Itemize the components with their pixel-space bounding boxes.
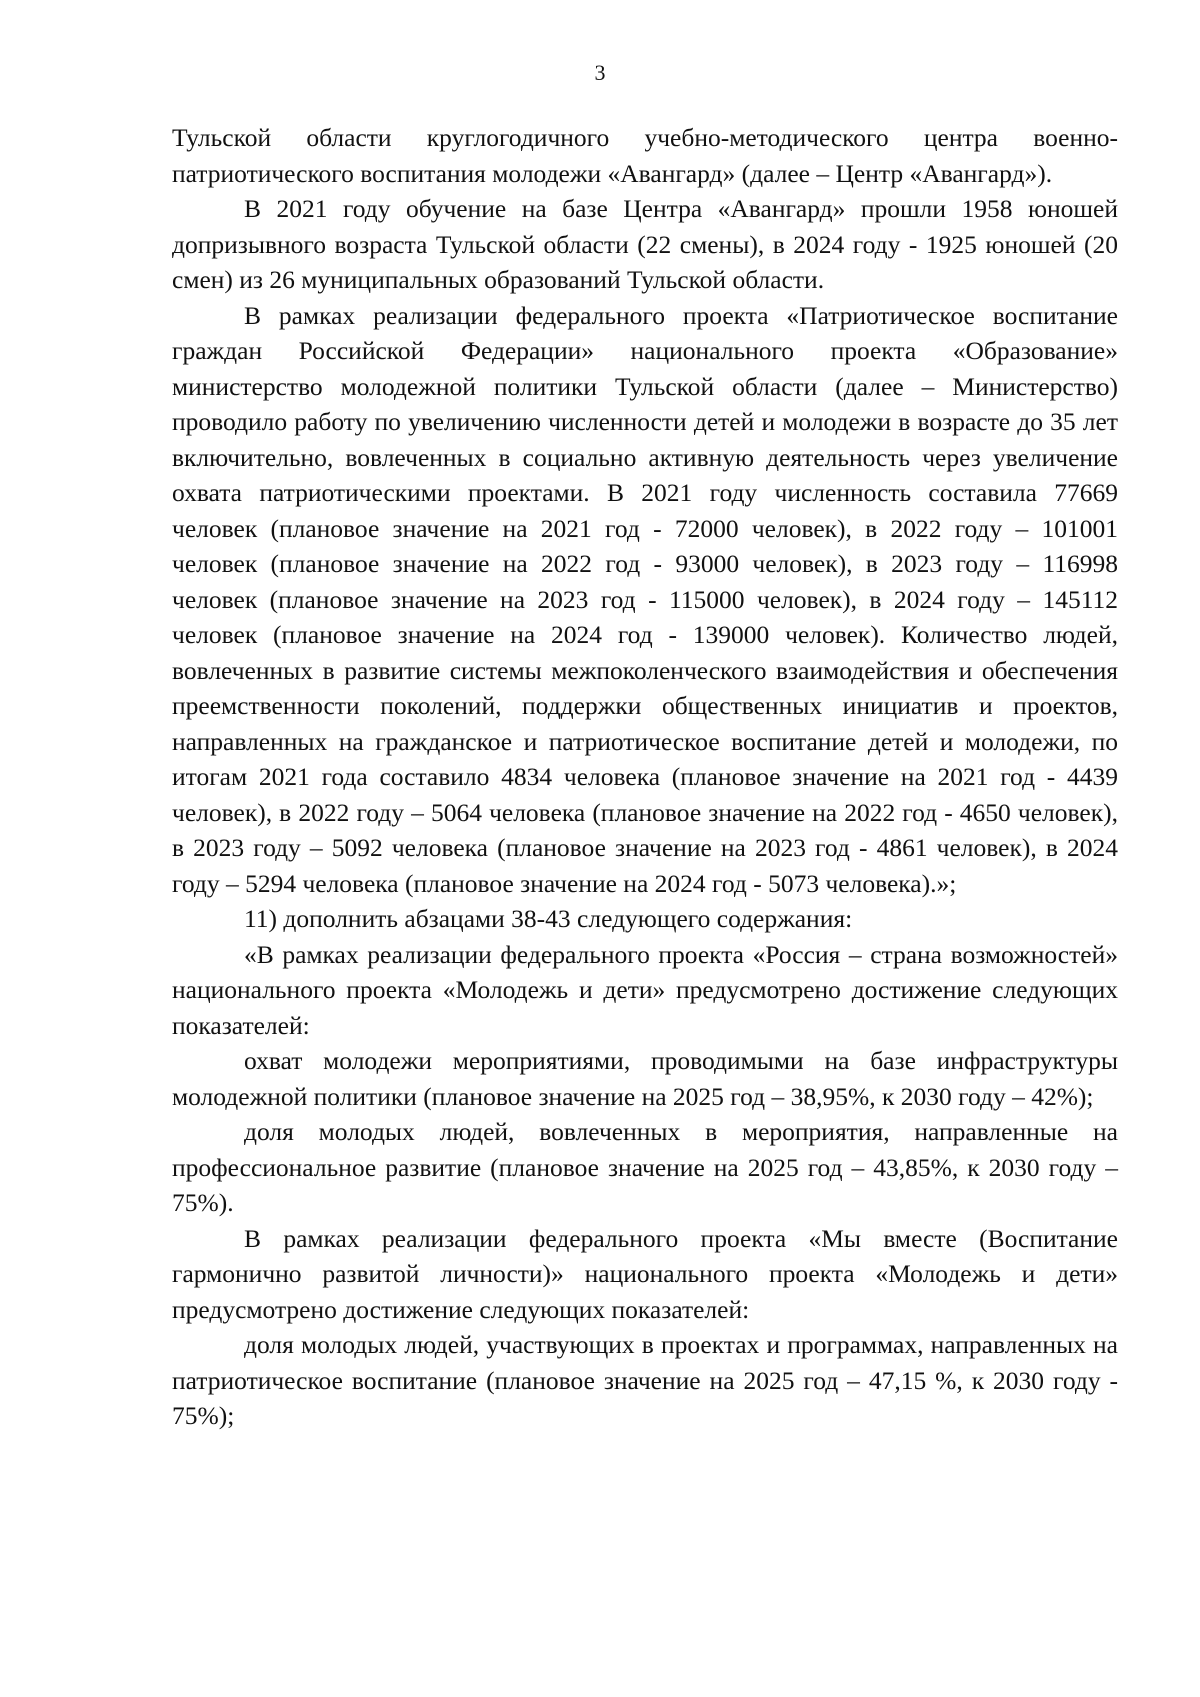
paragraph-continuation-avangard: Тульской области круглогодичного учебно-методического центра военно-патриотического воспитания молодежи «Авангард» (далее – Центр «Авангард»). <box>172 123 1118 188</box>
paragraph-amendment-11: 11) дополнить абзацами 38-43 следующего содержания: <box>244 904 853 933</box>
paragraph-avangard-training: В 2021 году обучение на базе Центра «Авангард» прошли 1958 юношей допризывного возраста Тульской области (22 смены), в 2024 году - 1925 юношей (20 смен) из 26 муниципальных образований Тульской области. <box>172 194 1118 294</box>
paragraph-patriotic-education-project: В рамках реализации федерального проекта «Патриотическое воспитание граждан Российской Федерации» национального проекта «Образование» министерство молодежной политики Тульской области (далее – Министерство) проводило работу по увеличению численности детей и молодежи в возрасте до 35 лет включительно, вовлеченных в социально активную деятельность через увеличение охвата патриотическими проектами. В 2021 году численность составила 77669 человек (плановое значение на 2021 год - 72000 человек), в 2022 году – 101001 человек (плановое значение на 2022 год - 93000 человек), в 2023 году – 116998 человек (плановое значение на 2023 год - 115000 человек), в 2024 году – 145112 человек (плановое значение на 2024 год - 139000 человек). Количество людей, вовлеченных в развитие системы межпоколенческого взаимодействия и обеспечения преемственности поколений, поддержки общественных инициатив и проектов, направленных на гражданское и патриотическое воспитание детей и молодежи, по итогам 2021 года составило 4834 человека (плановое значение на 2021 год - 4439 человек), в 2022 году – 5064 человека (плановое значение на 2022 год - 4650 человек), в 2023 году – 5092 человека (плановое значение на 2023 год - 4861 человек), в 2024 году – 5294 человека (плановое значение на 2024 год - 5073 человека).»; <box>172 300 1118 898</box>
paragraph-russia-opportunities-project: «В рамках реализации федерального проекта «Россия – страна возможностей» национального проекта «Молодежь и дети» предусмотрено достижение следующих показателей: <box>172 939 1118 1040</box>
paragraph-patriotic-programs-indicator: доля молодых людей, участвующих в проектах и программах, направленных на патриотическое воспитание (плановое значение на 2025 год – 47,15 %, к 2030 году - 75%); <box>172 1330 1118 1430</box>
paragraph-we-together-project: В рамках реализации федерального проекта «Мы вместе (Воспитание гармонично развитой личности)» национального проекта «Молодежь и дети» предусмотрено достижение следующих показателей: <box>172 1223 1118 1324</box>
paragraph-professional-development-indicator: доля молодых людей, вовлеченных в мероприятия, направленные на профессиональное развитие (плановое значение на 2025 год – 43,85%, к 2030 году – 75%). <box>172 1117 1118 1217</box>
page-number: 3 <box>594 60 606 85</box>
paragraph-youth-coverage-indicator: охват молодежи мероприятиями, проводимыми на базе инфраструктуры молодежной политики (плановое значение на 2025 год – 38,95%, к 2030 году – 42%); <box>172 1046 1118 1111</box>
document-body <box>172 120 1118 1434</box>
